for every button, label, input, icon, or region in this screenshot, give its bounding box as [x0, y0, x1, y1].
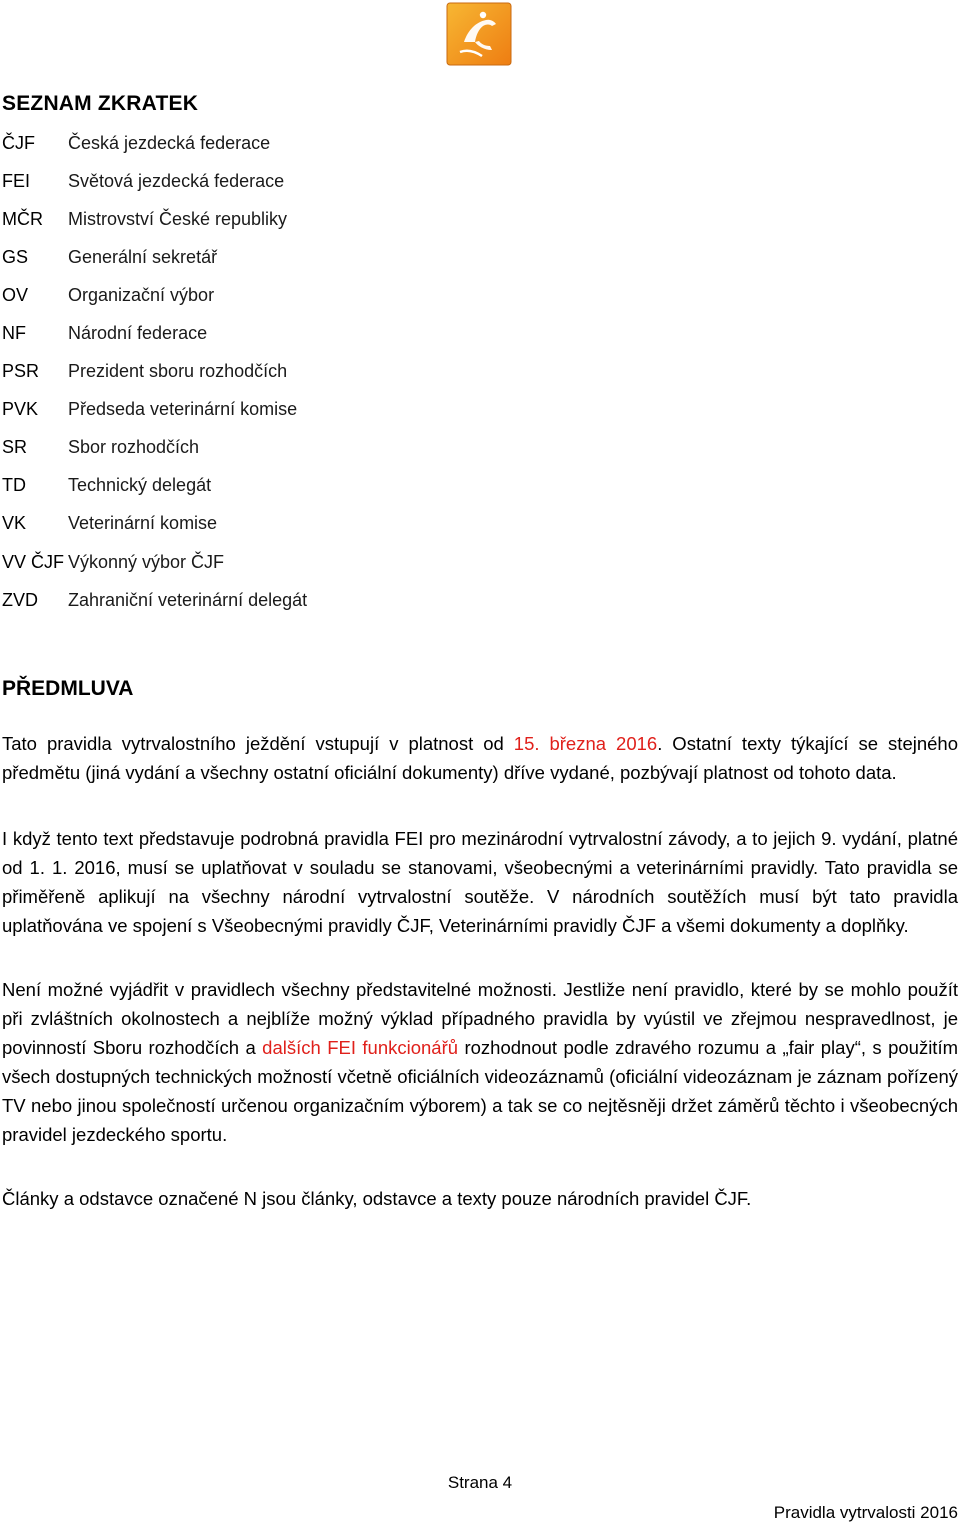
- abbreviation-row: [2, 543, 307, 581]
- abbreviation-code: VV ČJF: [2, 551, 65, 572]
- paragraph-text: rozhodnout podle zdravého rozumu a „fair play“, s použitím všech dostupných technických možností včetně oficiálních videozáznamů (oficiální videozáznam je záznam pořízený TV nebo jinou společností určenou organizačním výborem) a tak se co nejtěsněji držet záměrů těchto i všeobecných pravidel jezdeckého sportu.: [2, 1037, 958, 1145]
- abbreviation-code: TD: [2, 475, 26, 496]
- abbreviation-row: [2, 314, 307, 352]
- abbreviation-row: [2, 467, 307, 505]
- highlighted-text: dalších FEI funkcionářů: [262, 1037, 459, 1058]
- abbreviation-code: SR: [2, 437, 28, 458]
- preface-paragraph-4: Články a odstavce označené N jsou články, odstavce a texty pouze národních pravidel ČJF.: [2, 1188, 752, 1209]
- abbreviation-code: PVK: [2, 399, 39, 420]
- abbreviation-definition: Generální sekretář: [68, 246, 218, 267]
- abbreviation-row: [2, 505, 307, 543]
- footer-document-title: Pravidla vytrvalosti 2016: [773, 1503, 958, 1522]
- abbreviation-definition: Technický delegát: [68, 475, 212, 496]
- abbreviation-definition: Výkonný výbor ČJF: [68, 551, 225, 572]
- preface-paragraph-2: I když tento text představuje podrobná pravidla FEI pro mezinárodní vytrvalostní závody, a to jejich 9. vydání, platné od 1. 1. 2016, musí se uplatňovat v souladu se stanovami, všeobecnými a veterinárními pravidly. Tato pravidla se přiměřeně aplikují na všechny národní vytrvalostní soutěže. V národních soutěžích musí být tato pravidla uplatňována ve spojení s Všeobecnými pravidly ČJF, Veterinárními pravidly ČJF a všemi dokumenty a doplňky.: [2, 828, 958, 936]
- abbreviation-code: ZVD: [2, 589, 38, 610]
- abbreviation-code: OV: [2, 284, 29, 305]
- abbreviation-code: ČJF: [2, 132, 35, 153]
- abbreviation-row: [2, 200, 307, 238]
- abbreviation-definition: Mistrovství České republiky: [68, 208, 288, 229]
- abbreviations-list: [2, 124, 307, 619]
- paragraph-text: Není možné vyjádřit v pravidlech všechny představitelné možnosti. Jestliže není pravidlo, které by se mohlo použít při zvláštních okolnostech a nejblíže možný výklad případného pravidla by vyústil ve zřejmou nespravedlnost, je povinností Sboru rozhodčích a: [2, 979, 958, 1058]
- abbreviation-row: [2, 162, 307, 200]
- abbreviation-row: [2, 238, 307, 276]
- federation-logo: [446, 2, 512, 66]
- abbreviation-code: PSR: [2, 361, 40, 382]
- abbreviation-row: [2, 353, 307, 391]
- preface-paragraph-3: [2, 975, 958, 1149]
- abbreviation-definition: Národní federace: [68, 323, 208, 344]
- page-number: Strana 4: [447, 1473, 513, 1492]
- effective-date: 15. března 2016: [513, 733, 658, 754]
- preface-heading: PŘEDMLUVA: [2, 677, 134, 700]
- abbreviations-heading: SEZNAM ZKRATEK: [2, 92, 199, 115]
- abbreviation-definition: Organizační výbor: [68, 284, 215, 305]
- abbreviation-row: [2, 276, 307, 314]
- abbreviation-definition: Prezident sboru rozhodčích: [68, 361, 288, 382]
- abbreviation-definition: Veterinární komise: [68, 513, 218, 534]
- abbreviation-code: VK: [2, 513, 27, 534]
- abbreviation-code: FEI: [2, 170, 31, 191]
- abbreviation-code: GS: [2, 246, 29, 267]
- abbreviation-code: NF: [2, 323, 26, 344]
- abbreviation-row: [2, 391, 307, 429]
- abbreviation-row: [2, 581, 307, 619]
- abbreviation-definition: Předseda veterinární komise: [68, 399, 298, 420]
- abbreviation-code: MČR: [2, 208, 43, 229]
- paragraph-text: Tato pravidla vytrvalostního ježdění vstupují v platnost od: [2, 733, 514, 754]
- abbreviation-definition: Sbor rozhodčích: [68, 437, 200, 458]
- abbreviation-definition: Zahraniční veterinární delegát: [68, 589, 308, 610]
- preface-paragraph-1: [2, 729, 958, 787]
- abbreviation-definition: Světová jezdecká federace: [68, 170, 285, 191]
- abbreviation-row: [2, 124, 307, 162]
- paragraph-text: . Ostatní texty týkající se stejného předmětu (jiná vydání a všechny ostatní oficiální dokumenty) dříve vydané, pozbývají platnost od tohoto data.: [2, 733, 958, 783]
- abbreviation-definition: Česká jezdecká federace: [68, 132, 271, 153]
- abbreviation-row: [2, 429, 307, 467]
